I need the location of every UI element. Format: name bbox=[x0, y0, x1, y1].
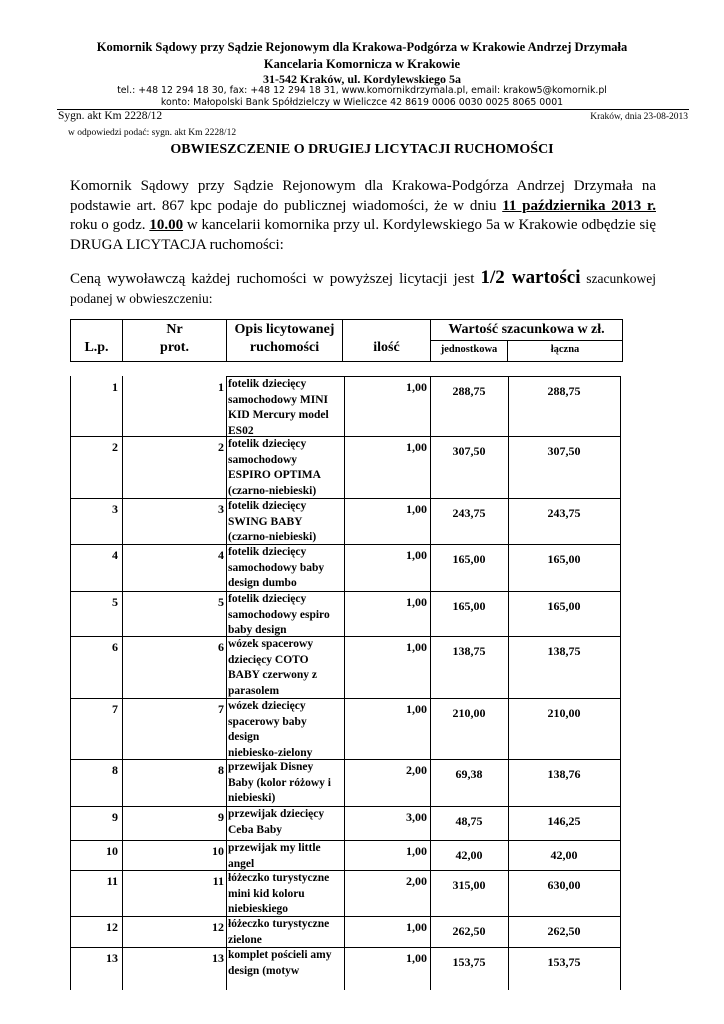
cell-unit-value: 48,75 bbox=[455, 814, 483, 828]
cell-quantity: 1,00 bbox=[406, 502, 427, 516]
cell-nr: 9 bbox=[218, 810, 224, 824]
cell-total-value: 210,00 bbox=[547, 706, 581, 720]
cell-description-line: parasolem bbox=[228, 684, 280, 697]
cell-total-value: 288,75 bbox=[547, 384, 581, 398]
cell-description-line: niebieskiego bbox=[228, 903, 289, 915]
cell-description-line: samochodowy bbox=[228, 453, 298, 466]
table-border-left bbox=[70, 376, 71, 990]
cell-total-value: 165,00 bbox=[547, 599, 581, 613]
cell-description-line: BABY czerwony z bbox=[228, 669, 317, 681]
cell-nr: 11 bbox=[212, 874, 224, 888]
table-divider bbox=[430, 376, 431, 990]
cell-description-line: fotelik dziecięcy bbox=[228, 438, 307, 450]
cell-unit-value: 165,00 bbox=[452, 552, 486, 566]
cell-quantity: 2,00 bbox=[406, 763, 427, 777]
cell-description-line: samochodowy MINI bbox=[228, 393, 328, 406]
table-divider bbox=[226, 376, 227, 990]
letterhead-bank: konto: Małopolski Bank Spółdzielczy w Wieliczce 42 8619 0006 0030 0025 8065 0001 bbox=[160, 97, 564, 108]
header-nr: Nr prot. bbox=[123, 320, 227, 361]
cell-nr: 13 bbox=[212, 951, 224, 965]
cell-lp: 6 bbox=[112, 640, 118, 654]
cell-description-line: przewijak Disney bbox=[228, 761, 314, 773]
cell-description-line: samochodowy espiro bbox=[228, 608, 330, 621]
cell-description-line: łóżeczko turystyczne bbox=[228, 918, 330, 930]
row-border bbox=[70, 436, 620, 437]
cell-description-line: ES02 bbox=[228, 424, 254, 437]
cell-quantity: 1,00 bbox=[406, 702, 427, 716]
document-title: OBWIESZCZENIE O DRUGIEJ LICYTACJI RUCHOMOŚCI bbox=[170, 142, 554, 157]
letterhead-line-2: Kancelaria Komornicza w Krakowie bbox=[263, 57, 461, 71]
cell-quantity: 2,00 bbox=[406, 874, 427, 888]
table-header bbox=[70, 319, 623, 362]
cell-total-value: 243,75 bbox=[547, 506, 581, 520]
header-wartosc: Wartość szacunkowa w zł. bbox=[431, 320, 622, 341]
cell-lp: 9 bbox=[112, 810, 118, 824]
cell-description-line: design dumbo bbox=[228, 577, 297, 589]
cell-unit-value: 153,75 bbox=[452, 955, 486, 969]
table-divider bbox=[122, 376, 123, 990]
cell-description-line: (czarno-niebieski) bbox=[228, 484, 317, 497]
row-border bbox=[70, 498, 620, 499]
header-jednostkowa: jednostkowa bbox=[431, 341, 508, 361]
cell-lp: 2 bbox=[112, 440, 118, 454]
cell-description-line: niebiesko-zielony bbox=[228, 746, 313, 759]
price-fraction: 1/2 wartości bbox=[480, 267, 581, 288]
header-opis: Opis licytowanej ruchomości bbox=[227, 320, 343, 361]
row-border bbox=[70, 591, 620, 592]
cell-description-line: fotelik dziecięcy bbox=[228, 378, 307, 390]
cell-description-line: fotelik dziecięcy bbox=[228, 500, 307, 512]
cell-unit-value: 288,75 bbox=[452, 384, 486, 398]
cell-description-line: design bbox=[228, 731, 260, 743]
cell-lp: 3 bbox=[112, 502, 118, 516]
cell-description-line: wózek dziecięcy bbox=[228, 700, 306, 712]
cell-total-value: 630,00 bbox=[547, 878, 581, 892]
cell-quantity: 1,00 bbox=[406, 844, 427, 858]
cell-nr: 10 bbox=[212, 844, 224, 858]
cell-description-line: spacerowy baby bbox=[228, 715, 307, 728]
cell-nr: 7 bbox=[218, 702, 224, 716]
cell-nr: 5 bbox=[218, 595, 224, 609]
cell-quantity: 1,00 bbox=[406, 548, 427, 562]
cell-nr: 6 bbox=[218, 640, 224, 654]
row-border bbox=[70, 916, 620, 917]
cell-quantity: 1,00 bbox=[406, 920, 427, 934]
announcement-paragraph: Komornik Sądowy przy Sądzie Rejonowym dla Krakowa-Podgórza Andrzej Drzymała na podstawie art. 867 kpc podaje do publicznej wiadomości, że w dniu 11 października 2013 r. roku o godz. 10.00 w kancelarii komornika przy ul. Kordylewskiego 5a w Krakowie odbędzie się DRUGA LICYTACJA ruchomości: bbox=[70, 178, 656, 253]
auction-date: 11 października 2013 r. bbox=[502, 197, 656, 214]
cell-description-line: fotelik dziecięcy bbox=[228, 546, 307, 558]
cell-total-value: 42,00 bbox=[550, 848, 578, 862]
cell-total-value: 153,75 bbox=[547, 955, 581, 969]
row-border bbox=[70, 840, 620, 841]
letterhead-line-1: Komornik Sądowy przy Sądzie Rejonowym dla Krakowa-Podgórza w Krakowie Andrzej Drzymała bbox=[96, 40, 628, 54]
cell-description-line: baby design bbox=[228, 624, 287, 636]
cell-nr: 3 bbox=[218, 502, 224, 516]
table-divider bbox=[344, 376, 345, 990]
cell-total-value: 307,50 bbox=[547, 444, 581, 458]
cell-description-line: dziecięcy COTO bbox=[228, 653, 309, 666]
cell-nr: 12 bbox=[212, 920, 224, 934]
cell-unit-value: 262,50 bbox=[452, 924, 486, 938]
row-border bbox=[70, 544, 620, 545]
cell-quantity: 1,00 bbox=[406, 640, 427, 654]
cell-total-value: 138,75 bbox=[547, 644, 581, 658]
header-lp: L.p. bbox=[71, 320, 123, 361]
cell-total-value: 165,00 bbox=[547, 552, 581, 566]
cell-nr: 1 bbox=[218, 380, 224, 394]
cell-description-line: komplet pościeli amy bbox=[228, 949, 332, 961]
cell-description-line: KID Mercury model bbox=[228, 409, 329, 421]
cell-description-line: SWING BABY bbox=[228, 515, 303, 528]
cell-lp: 12 bbox=[106, 920, 118, 934]
cell-total-value: 262,50 bbox=[547, 924, 581, 938]
letterhead-contact: tel.: +48 12 294 18 30, fax: +48 12 294 18 31, www.komornikdrzymala.pl, email: krakow5@komornik.pl bbox=[117, 85, 607, 96]
cell-unit-value: 165,00 bbox=[452, 599, 486, 613]
cell-description-line: angel bbox=[228, 857, 255, 870]
cell-description-line: Ceba Baby bbox=[228, 823, 282, 836]
cell-unit-value: 42,00 bbox=[455, 848, 483, 862]
cell-nr: 8 bbox=[218, 763, 224, 777]
cell-description-line: mini kid koloru bbox=[228, 887, 305, 900]
row-border bbox=[70, 698, 620, 699]
cell-lp: 8 bbox=[112, 763, 118, 777]
cell-unit-value: 243,75 bbox=[452, 506, 486, 520]
row-border bbox=[70, 806, 620, 807]
cell-lp: 1 bbox=[112, 380, 118, 394]
header-ilosc: ilość bbox=[343, 320, 431, 361]
price-paragraph: Ceną wywoławczą każdej ruchomości w powyższej licytacji jest 1/2 wartości szacunkowej podanej w obwieszczeniu: bbox=[70, 267, 656, 306]
cell-lp: 4 bbox=[112, 548, 118, 562]
cell-nr: 4 bbox=[218, 548, 224, 562]
cell-description-line: design (motyw bbox=[228, 964, 300, 977]
cell-unit-value: 69,38 bbox=[455, 767, 483, 781]
header-laczna: łączna bbox=[550, 344, 580, 355]
auction-time: 10.00 bbox=[149, 217, 184, 233]
cell-description-line: przewijak dziecięcy bbox=[228, 808, 325, 820]
cell-description-line: przewijak my little bbox=[228, 842, 321, 854]
cell-description-line: samochodowy baby bbox=[228, 561, 325, 574]
row-border bbox=[70, 870, 620, 871]
reply-reference: w odpowiedzi podać: sygn. akt Km 2228/12 bbox=[68, 128, 237, 138]
cell-description-line: niebieski) bbox=[228, 792, 276, 804]
cell-total-value: 146,25 bbox=[547, 814, 581, 828]
cell-total-value: 138,76 bbox=[547, 767, 581, 781]
cell-unit-value: 138,75 bbox=[452, 644, 486, 658]
cell-description-line: fotelik dziecięcy bbox=[228, 593, 307, 605]
cell-description-line: wózek spacerowy bbox=[228, 638, 314, 650]
cell-lp: 5 bbox=[112, 595, 118, 609]
cell-description-line: ESPIRO OPTIMA bbox=[228, 469, 321, 481]
row-border bbox=[70, 636, 620, 637]
table-divider bbox=[508, 376, 509, 990]
cell-unit-value: 210,00 bbox=[452, 706, 486, 720]
row-border bbox=[70, 759, 620, 760]
cell-description-line: (czarno-niebieski) bbox=[228, 531, 317, 543]
cell-description-line: zielone bbox=[228, 933, 262, 946]
cell-unit-value: 315,00 bbox=[452, 878, 486, 892]
cell-description-line: łóżeczko turystyczne bbox=[228, 872, 330, 884]
document-date: Kraków, dnia 23-08-2013 bbox=[590, 112, 688, 122]
cell-unit-value: 307,50 bbox=[452, 444, 486, 458]
cell-quantity: 1,00 bbox=[406, 380, 427, 394]
row-border bbox=[70, 947, 620, 948]
cell-lp: 7 bbox=[112, 702, 118, 716]
cell-quantity: 1,00 bbox=[406, 595, 427, 609]
cell-quantity: 1,00 bbox=[406, 440, 427, 454]
letterhead-address: 31-542 Kraków, ul. Kordylewskiego 5a bbox=[262, 72, 461, 86]
cell-lp: 10 bbox=[106, 844, 118, 858]
case-number: Sygn. akt Km 2228/12 bbox=[58, 110, 163, 122]
cell-quantity: 3,00 bbox=[406, 810, 427, 824]
cell-quantity: 1,00 bbox=[406, 951, 427, 965]
cell-lp: 13 bbox=[106, 951, 118, 965]
cell-nr: 2 bbox=[218, 440, 224, 454]
table-border-right bbox=[620, 376, 621, 990]
cell-lp: 11 bbox=[106, 874, 118, 888]
cell-description-line: Baby (kolor różowy i bbox=[228, 776, 331, 789]
